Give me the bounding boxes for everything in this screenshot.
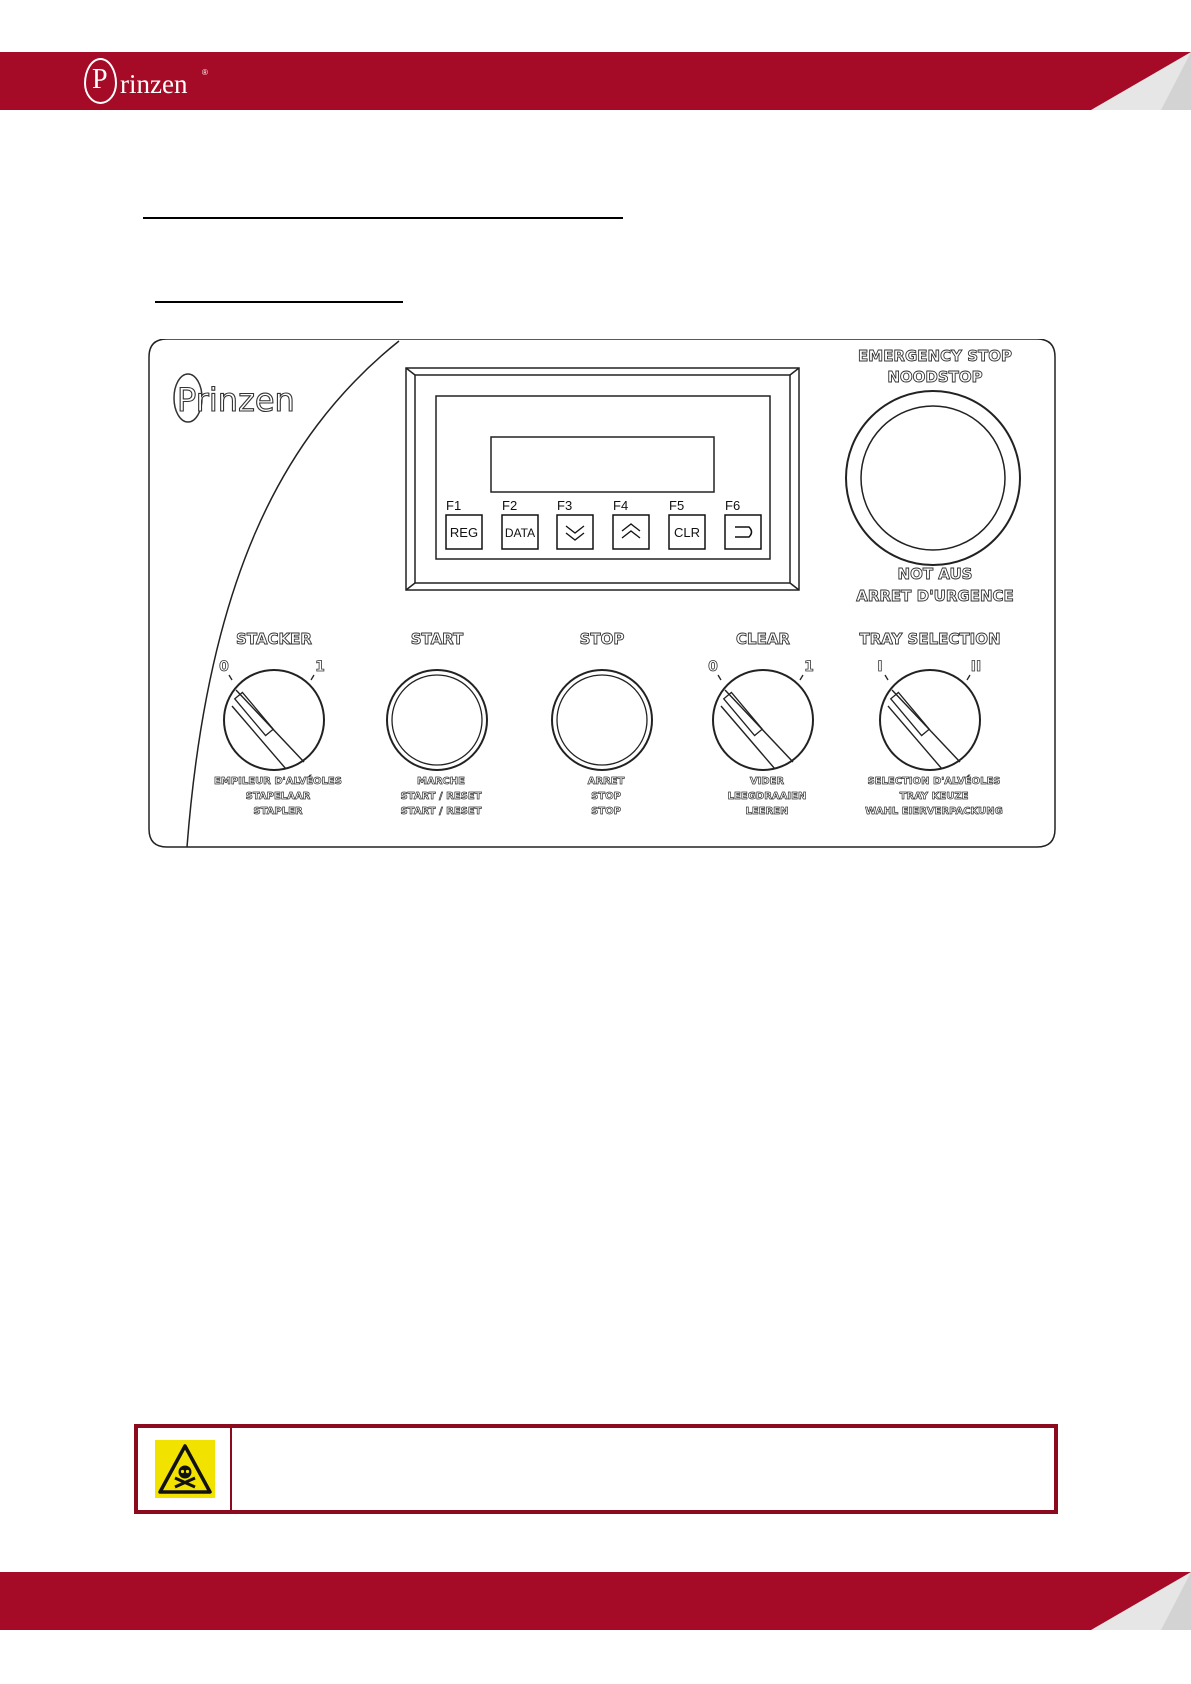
- position-1-label: 1: [315, 659, 325, 675]
- function-key-label-6: F6: [725, 498, 741, 513]
- control-caption-2: TRAY KEUZE: [899, 791, 969, 802]
- display-unit: [406, 368, 799, 590]
- control-caption-3: LEEREN: [745, 806, 789, 817]
- footer-band: [0, 1572, 1191, 1630]
- control-title: TRAY SELECTION: [859, 630, 1001, 648]
- function-key-3[interactable]: [557, 515, 593, 549]
- toxic-hazard-icon: [155, 1440, 215, 1498]
- lcd-screen: [491, 437, 714, 492]
- estop-label-3: NOT AUS: [897, 565, 973, 583]
- warning-box: [134, 1424, 1058, 1514]
- control-title: STACKER: [236, 630, 312, 648]
- control-caption-2: STOP: [591, 791, 621, 802]
- svg-text:CLR: CLR: [673, 525, 701, 540]
- warning-icon-cell: [138, 1428, 232, 1510]
- function-key-5[interactable]: [669, 515, 705, 549]
- control-title: START: [410, 630, 464, 648]
- position-1-label: 1: [804, 659, 814, 675]
- control-caption-1: SELECTION D'ALVÉOLES: [867, 776, 1001, 787]
- estop-label-4: ARRET D'URGENCE: [856, 587, 1014, 605]
- control-caption-2: LEEGDRAAIEN: [727, 791, 807, 802]
- control-clear[interactable]: [708, 630, 814, 817]
- logo-registered: ®: [202, 68, 208, 77]
- svg-text:DATA: DATA: [504, 526, 536, 540]
- subsection-heading-underline: [155, 301, 403, 303]
- control-caption-2: STAPELAAR: [245, 791, 311, 802]
- footer-wedge-dark: [1161, 1572, 1191, 1630]
- function-key-label-5: F5: [669, 498, 685, 513]
- estop-label-2: NOODSTOP: [887, 368, 983, 386]
- control-caption-1: ARRET: [587, 776, 625, 787]
- control-caption-3: STOP: [591, 806, 621, 817]
- position-0-label: 0: [219, 659, 229, 675]
- control-row: [214, 630, 1003, 817]
- function-key-4[interactable]: [613, 515, 649, 549]
- emergency-stop-button: [846, 391, 1020, 565]
- header-band: [0, 52, 1191, 110]
- control-stacker[interactable]: [214, 630, 342, 817]
- control-caption-1: MARCHE: [417, 776, 465, 787]
- control-title: CLEAR: [736, 630, 790, 648]
- logo-initial: P: [92, 64, 108, 95]
- panel-brand-logo: [174, 374, 295, 422]
- svg-text:REG: REG: [449, 525, 479, 540]
- section-heading-underline: [143, 217, 623, 219]
- function-key-label-1: F1: [446, 498, 462, 513]
- control-caption-3: START / RESET: [400, 806, 482, 817]
- control-stop[interactable]: [552, 630, 652, 817]
- panel-brand-text: Prinzen: [177, 381, 295, 419]
- function-key-label-4: F4: [613, 498, 629, 513]
- control-title: STOP: [579, 630, 625, 648]
- function-key-2[interactable]: [502, 515, 538, 549]
- control-tray-selection[interactable]: [859, 630, 1002, 817]
- position-0-label: I: [877, 659, 883, 675]
- function-key-label-3: F3: [557, 498, 573, 513]
- function-keys: [446, 498, 761, 549]
- logo-text: rinzen: [120, 69, 188, 99]
- control-caption-3: STAPLER: [253, 806, 303, 817]
- prinzen-logo: [84, 58, 214, 104]
- position-0-label: 0: [708, 659, 718, 675]
- function-key-1[interactable]: [446, 515, 482, 549]
- control-caption-1: VIDER: [749, 776, 785, 787]
- control-caption-3: WAHL EIERVERPACKUNG: [865, 806, 1003, 817]
- header-wedge-dark: [1161, 52, 1191, 110]
- control-panel-diagram: [147, 339, 1056, 849]
- control-start[interactable]: [387, 630, 487, 817]
- control-caption-2: START / RESET: [400, 791, 482, 802]
- position-1-label: II: [970, 659, 982, 675]
- control-caption-1: EMPILEUR D'ALVÉOLES: [214, 776, 342, 787]
- function-key-6[interactable]: [725, 515, 761, 549]
- function-key-label-2: F2: [502, 498, 518, 513]
- estop-label-1: EMERGENCY STOP: [858, 347, 1012, 365]
